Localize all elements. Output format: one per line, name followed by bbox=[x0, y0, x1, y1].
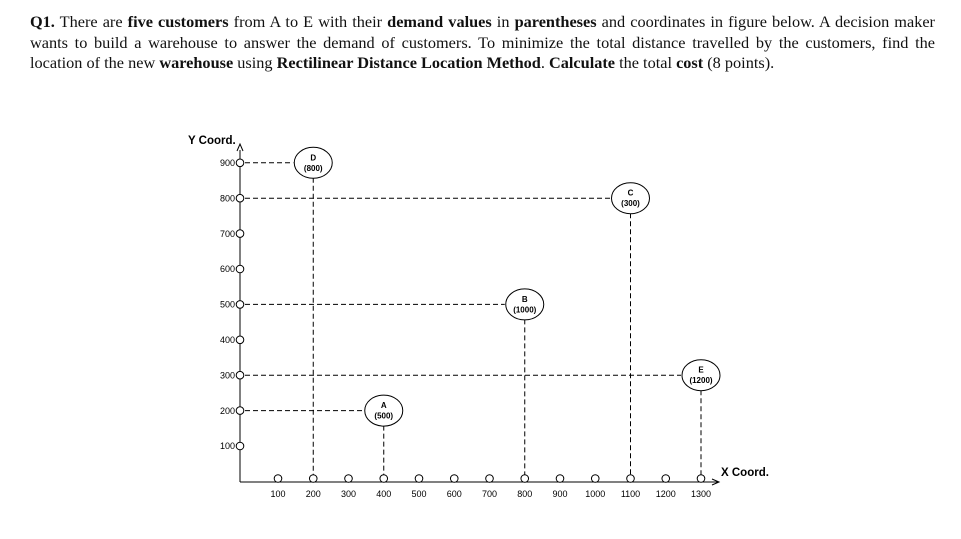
question-bold-text: Calculate bbox=[549, 53, 616, 72]
x-tick-label: 1200 bbox=[655, 489, 676, 499]
customer-label: A bbox=[380, 401, 387, 411]
x-tick-marker bbox=[486, 475, 494, 483]
y-tick-marker bbox=[236, 371, 244, 379]
x-axis-title: X Coord. bbox=[721, 467, 769, 479]
x-tick-label: 700 bbox=[481, 489, 498, 499]
customer-demand: (800) bbox=[303, 163, 323, 173]
y-tick-marker bbox=[236, 159, 244, 167]
x-tick-marker bbox=[697, 475, 705, 483]
question-text-run: in bbox=[491, 12, 515, 31]
y-tick-label: 600 bbox=[219, 264, 235, 275]
x-tick-label: 500 bbox=[411, 489, 427, 499]
y-tick-marker bbox=[236, 336, 244, 344]
question-text-run: . bbox=[540, 53, 549, 72]
y-tick-label: 800 bbox=[219, 193, 235, 204]
customer-node-b bbox=[506, 289, 544, 320]
question-text-run: from A to E with their bbox=[228, 12, 388, 31]
customer-label: E bbox=[698, 365, 704, 375]
y-tick-label: 100 bbox=[219, 441, 235, 452]
question-text-run: the total bbox=[615, 53, 677, 72]
y-tick-label: 400 bbox=[219, 335, 235, 345]
x-tick-marker bbox=[345, 475, 353, 483]
x-tick-label: 800 bbox=[517, 489, 533, 499]
y-axis-title: Y Coord. bbox=[188, 135, 236, 147]
y-tick-marker bbox=[236, 442, 244, 450]
customer-node-e bbox=[682, 360, 720, 391]
y-tick-marker bbox=[236, 194, 244, 202]
y-tick-label: 500 bbox=[219, 299, 235, 310]
customer-node-d bbox=[294, 147, 332, 178]
x-tick-label: 100 bbox=[270, 489, 286, 499]
customer-label: C bbox=[627, 188, 634, 198]
x-tick-marker bbox=[274, 475, 282, 483]
y-axis-arrow-icon bbox=[237, 144, 243, 151]
y-tick-marker bbox=[236, 301, 244, 309]
question-bold-text: five customers bbox=[127, 12, 229, 31]
y-tick-label: 300 bbox=[219, 370, 235, 381]
x-tick-marker bbox=[415, 475, 423, 483]
x-tick-marker bbox=[662, 475, 670, 483]
x-tick-marker bbox=[450, 475, 458, 483]
x-tick-label: 900 bbox=[552, 489, 568, 499]
y-tick-marker bbox=[236, 407, 244, 415]
x-tick-marker bbox=[521, 475, 529, 483]
customer-demand: (1200) bbox=[689, 376, 713, 386]
x-tick-label: 300 bbox=[340, 489, 357, 499]
x-tick-marker bbox=[380, 475, 388, 483]
customer-node-a bbox=[365, 395, 403, 426]
customer-demand: (1000) bbox=[513, 305, 537, 315]
customer-label: D bbox=[310, 153, 317, 163]
y-tick-marker bbox=[236, 265, 244, 273]
question-bold-text: warehouse bbox=[159, 53, 234, 72]
question-bold-text: parentheses bbox=[514, 12, 597, 31]
x-tick-label: 200 bbox=[305, 489, 321, 499]
x-tick-label: 1300 bbox=[690, 489, 712, 499]
question-text-run: (8 points). bbox=[703, 53, 775, 72]
question-text-run: and coordinates in figure below. A decision maker wants to build a warehouse to answer the demand of customers. To minimize the total distance travelled by the customers, find the location of the new bbox=[30, 12, 935, 72]
question-bold-text: cost bbox=[676, 53, 704, 72]
question-text-run: There are bbox=[54, 12, 128, 31]
customer-label: B bbox=[521, 294, 528, 304]
y-tick-label: 700 bbox=[219, 228, 235, 239]
customer-node-c bbox=[612, 183, 650, 214]
x-tick-marker bbox=[591, 475, 599, 483]
y-tick-marker bbox=[236, 230, 244, 238]
customer-demand: (500) bbox=[374, 411, 394, 421]
y-tick-label: 900 bbox=[219, 158, 235, 168]
customer-demand: (300) bbox=[621, 199, 640, 209]
x-tick-label: 400 bbox=[376, 489, 392, 499]
y-tick-label: 200 bbox=[219, 405, 235, 416]
question-bold-text: Q1. bbox=[30, 12, 55, 31]
x-tick-label: 600 bbox=[446, 489, 462, 499]
question-bold-text: Rectilinear Distance Location Method bbox=[276, 53, 541, 72]
x-tick-label: 1100 bbox=[620, 489, 641, 499]
x-tick-marker bbox=[556, 475, 564, 483]
question-text-run: using bbox=[233, 53, 277, 72]
x-tick-marker bbox=[309, 475, 317, 483]
x-tick-label: 1000 bbox=[585, 489, 606, 499]
question-bold-text: demand values bbox=[387, 12, 492, 31]
x-tick-marker bbox=[627, 475, 635, 483]
